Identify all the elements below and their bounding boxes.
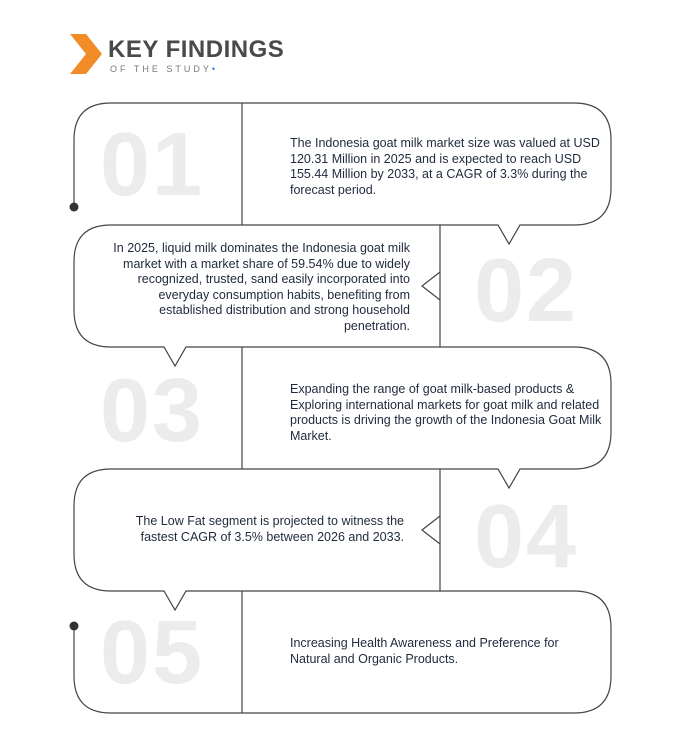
header-subtitle: OF THE STUDY• — [110, 64, 215, 74]
notch-04 — [422, 516, 440, 544]
header-title: KEY FINDINGS — [108, 36, 285, 63]
header — [70, 32, 370, 80]
start-dot — [70, 203, 79, 212]
finding-text-04: The Low Fat segment is projected to witness the fastest CAGR of 3.5% between 2026 and 2033. — [135, 514, 404, 544]
finding-number-03: 03 — [100, 361, 205, 461]
finding-text-02: In 2025, liquid milk dominates the Indonesia goat milk market with a market share of 59.54% due to widely recognized, trusted, sand easily incorporated into everyday consumption habits, benefiting from established distribution and strong household penetration. — [113, 241, 410, 333]
finding-number-04: 04 — [474, 487, 579, 587]
chevron-logo-icon — [70, 34, 102, 74]
finding-number-02: 02 — [474, 241, 579, 341]
finding-number-01: 01 — [100, 115, 205, 215]
finding-text-05: Increasing Health Awareness and Preference for Natural and Organic Products. — [290, 636, 559, 666]
finding-text-01: The Indonesia goat milk market size was valued at USD 120.31 Million in 2025 and is expected to reach USD 155.44 Million by 2033, at a CAGR of 3.3% during the forecast period. — [290, 136, 600, 197]
end-dot — [70, 622, 79, 631]
finding-number-05: 05 — [100, 603, 205, 703]
finding-text-03: Expanding the range of goat milk-based products & Exploring international markets for goat milk and related products is driving the growth of the Indonesia Goat Milk Market. — [290, 382, 602, 443]
notch-02 — [422, 272, 440, 300]
